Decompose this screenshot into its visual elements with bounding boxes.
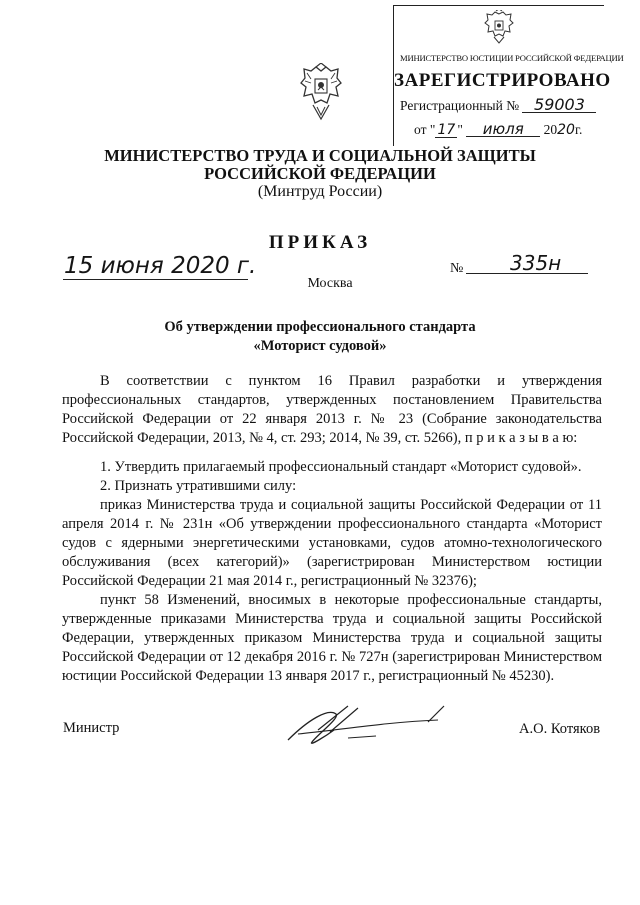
ministry-short-name: (Минтруд России)	[257, 183, 383, 200]
document-date: 15 июня 2020 г.	[64, 253, 257, 279]
stamp-date-year-hand: 20	[557, 122, 575, 138]
document-number-line	[466, 273, 588, 274]
document-number: 335н	[510, 251, 562, 275]
ministry-name-line1: МИНИСТЕРСТВО ТРУДА И СОЦИАЛЬНОЙ ЗАЩИТЫ	[104, 146, 536, 165]
stamp-ministry-name: МИНИСТЕРСТВО ЮСТИЦИИ РОССИЙСКОЙ ФЕДЕРАЦИИ	[400, 53, 624, 63]
stamp-title: ЗАРЕГИСТРИРОВАНО	[394, 70, 611, 91]
order-item-2: 2. Признать утратившими силу:	[100, 478, 297, 494]
stamp-reg-label: Регистрационный №	[400, 98, 520, 113]
document-subject	[60, 318, 580, 356]
signatory-name: А.О. Котяков	[519, 721, 601, 737]
document-type: ПРИКАЗ	[268, 232, 372, 253]
ministry-name	[60, 147, 580, 183]
coat-of-arms-icon	[299, 63, 343, 125]
repealed-order-paragraph: приказ Министерства труда и социальной защиты Российской Федерации от 11 апреля 2014 г. № 231н «Об утверждении профессионального стандарта «Моторист судов с ядерными энергетическими установками, судов атомно-технологического обслуживания (всех категорий)» (зарегистрирован Министерством юстиции Российской Федерации 21 мая 2014 г., регистрационный № 32376);	[62, 497, 602, 589]
document-city: Москва	[307, 276, 353, 291]
stamp-registration-line	[400, 95, 596, 114]
subject-line1: Об утверждении профессионального стандарта	[164, 319, 476, 335]
registration-stamp	[393, 5, 624, 146]
stamp-date-line: от " 17 " июля 2020г.	[414, 120, 583, 138]
preamble-paragraph: В соответствии с пунктом 16 Правил разработки и утверждения профессиональных стандартов, утвержденных постановлением Правительства Российской Федерации от 22 января 2013 г. № 23 (Собрание законодательства Российской Федерации, 2013, № 4, ст. 293; 2014, № 39, ст. 5266), п р и к а з ы в а ю:	[62, 373, 602, 446]
stamp-date-month: июля	[466, 122, 540, 137]
coat-of-arms-icon	[484, 10, 514, 46]
document-number-label: №	[450, 261, 464, 276]
signatory-position: Министр	[63, 720, 120, 736]
ministry-name-line2: РОССИЙСКОЙ ФЕДЕРАЦИИ	[204, 164, 436, 183]
handwritten-signature	[278, 700, 478, 752]
subject-line2: «Моторист судовой»	[253, 338, 387, 354]
order-item-1: 1. Утвердить прилагаемый профессиональный стандарт «Моторист судовой».	[100, 459, 582, 475]
stamp-date-year: 20	[543, 122, 558, 137]
repealed-amendment-paragraph: пункт 58 Изменений, вносимых в некоторые профессиональные стандарты, утвержденные приказами Министерства труда и социальной защиты Российской Федерации, утвержденных приказом Министерства труда и социальной защиты Российской Федерации от 12 декабря 2016 г. № 727н (зарегистрирован Министерством юстиции Российской Федерации 13 января 2017 г., регистрационный № 45230).	[62, 592, 602, 684]
stamp-date-day: 17	[435, 123, 457, 138]
stamp-reg-number: 59003	[522, 98, 596, 113]
stamp-date-suffix: г.	[574, 122, 583, 137]
stamp-date-prefix: от	[414, 122, 427, 137]
